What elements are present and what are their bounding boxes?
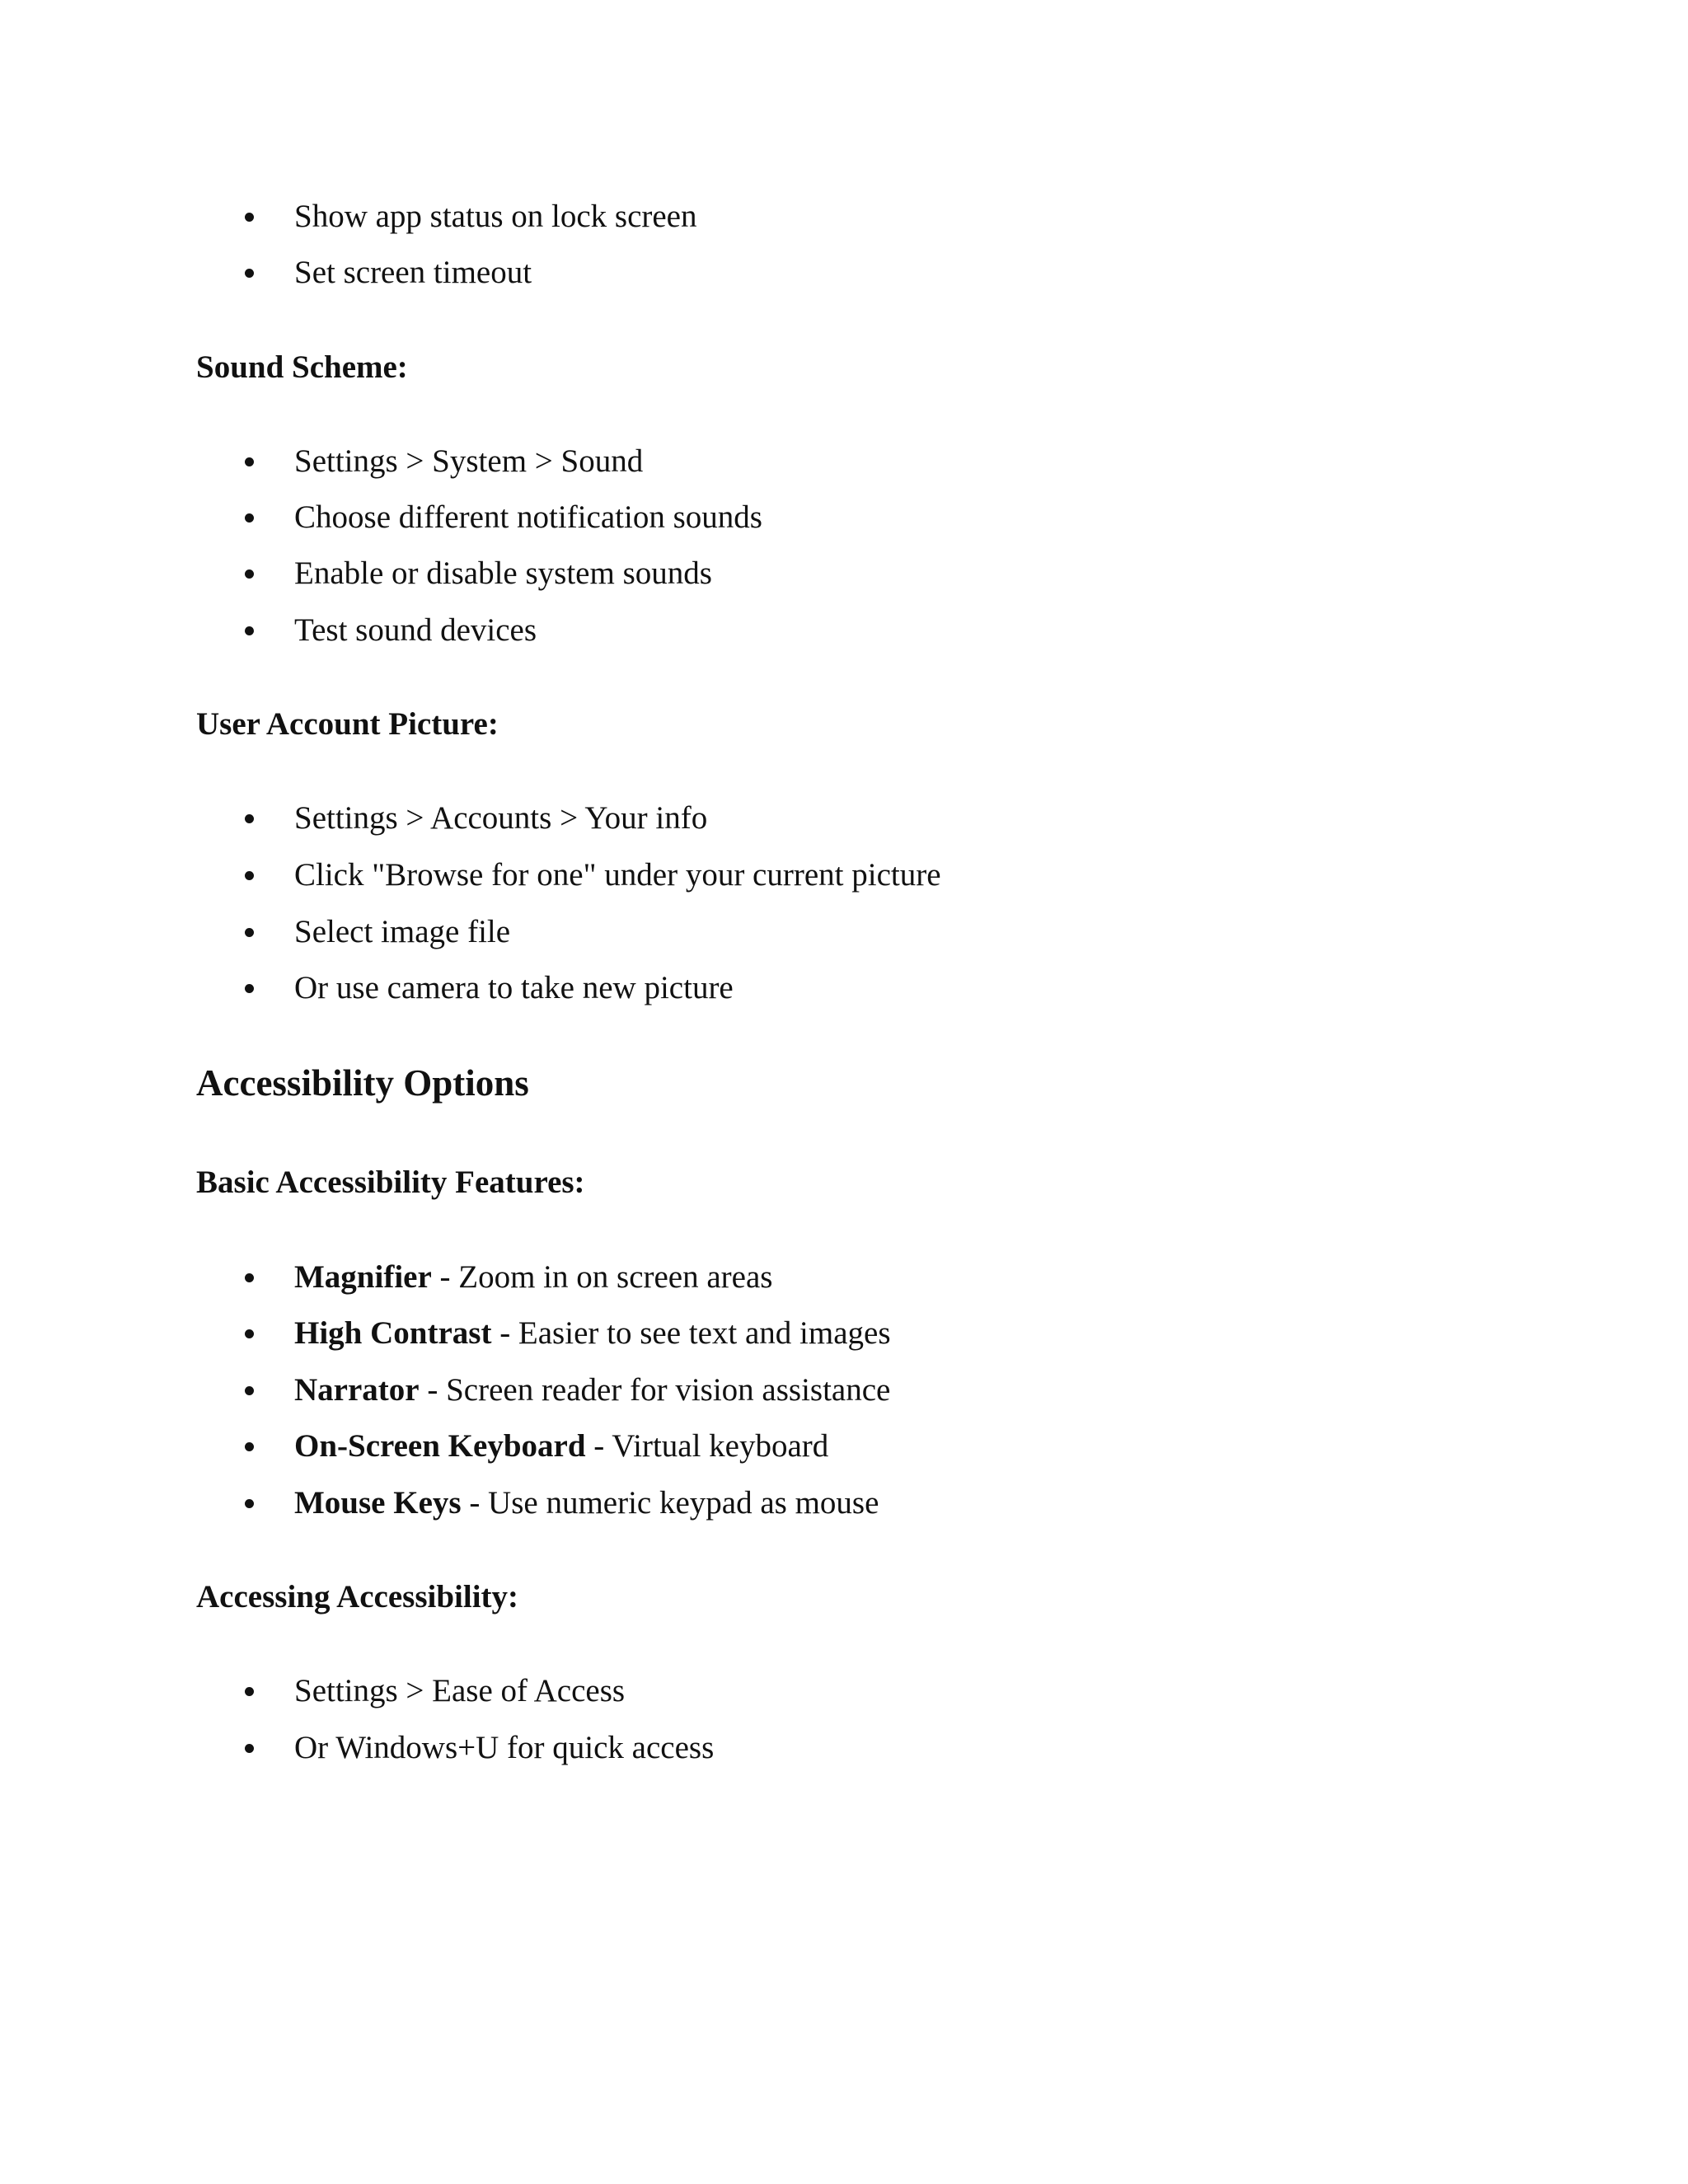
section-heading: User Account Picture:: [196, 706, 499, 742]
bullet: [245, 1442, 254, 1451]
feature-description: - Virtual keyboard: [585, 1428, 829, 1464]
section-title: Accessibility Options: [196, 1062, 529, 1104]
feature-description: - Easier to see text and images: [491, 1315, 891, 1351]
section-heading: Basic Accessibility Features:: [196, 1165, 585, 1200]
bullet: [245, 513, 254, 523]
feature-term: Mouse Keys: [294, 1485, 462, 1521]
feature-description: - Zoom in on screen areas: [431, 1259, 773, 1295]
list-item: Or Windows+U for quick access: [294, 1730, 715, 1765]
list-item: Settings > System > Sound: [294, 443, 644, 479]
bullet: [245, 1329, 254, 1338]
list-item: Test sound devices: [294, 612, 537, 648]
feature-term: On-Screen Keyboard: [294, 1428, 586, 1464]
list-item: [294, 1483, 879, 1523]
section-heading: Sound Scheme:: [196, 349, 408, 385]
feature-term: High Contrast: [294, 1315, 492, 1351]
list-item: Select image file: [294, 914, 511, 949]
list-item: Or use camera to take new picture: [294, 970, 734, 1005]
bullet: [245, 213, 254, 222]
feature-term: Magnifier: [294, 1259, 432, 1295]
bullet: [245, 626, 254, 635]
bullet: [245, 814, 254, 823]
bullet: [245, 457, 254, 466]
list-item: Show app status on lock screen: [294, 199, 697, 234]
bullet: [245, 1273, 254, 1282]
list-item: Click "Browse for one" under your current picture: [294, 857, 941, 893]
list-item: Enable or disable system sounds: [294, 555, 712, 591]
list-item: [294, 1427, 828, 1466]
bullet: [245, 269, 254, 278]
feature-description: - Use numeric keypad as mouse: [461, 1485, 879, 1521]
bullet: [245, 928, 254, 937]
bullet: [245, 1499, 254, 1508]
bullet: [245, 871, 254, 880]
list-item: Settings > Accounts > Your info: [294, 800, 708, 836]
bullet: [245, 1386, 254, 1395]
list-item: Set screen timeout: [294, 255, 532, 290]
list-item: Settings > Ease of Access: [294, 1673, 626, 1708]
bullet: [245, 569, 254, 579]
bullet: [245, 984, 254, 993]
list-item: Choose different notification sounds: [294, 499, 762, 535]
bullet: [245, 1687, 254, 1696]
feature-description: - Screen reader for vision assistance: [419, 1372, 891, 1408]
list-item: [294, 1258, 772, 1297]
feature-term: Narrator: [294, 1372, 420, 1408]
list-item: [294, 1371, 890, 1410]
section-heading: Accessing Accessibility:: [196, 1579, 519, 1615]
list-item: [294, 1314, 891, 1353]
bullet: [245, 1744, 254, 1753]
